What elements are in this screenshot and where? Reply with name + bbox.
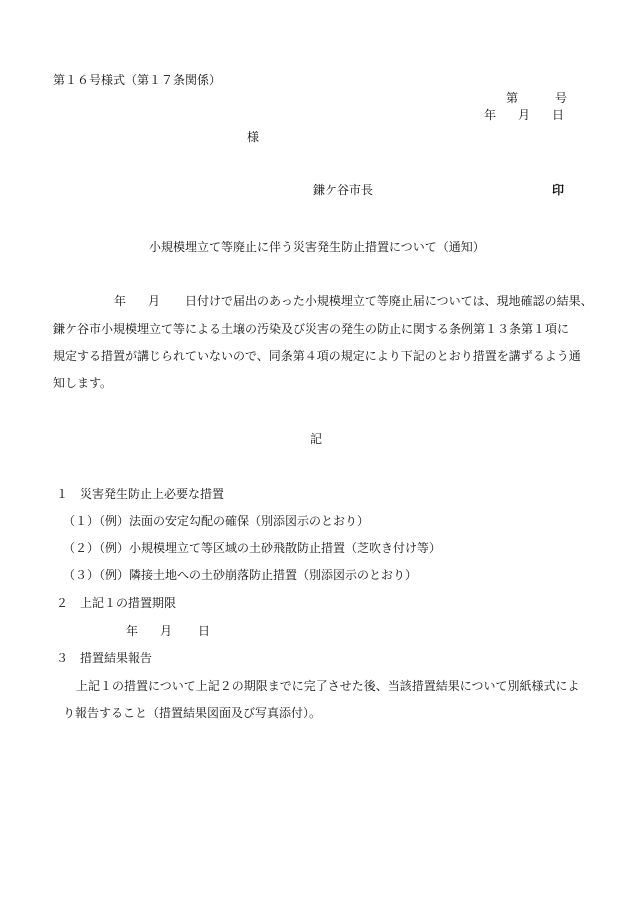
section-1-item-1: （１）（例）法面の安定勾配の確保（別添図示のとおり） xyxy=(63,514,370,528)
body-line-3: 規定する措置が講じられていないので、同条第４項の規定により下記のとおり措置を講ずるよう通 xyxy=(53,349,581,363)
addressee-suffix: 様 xyxy=(247,130,260,144)
body-line-1: 日付けで届出のあった小規模埋立て等廃止届については、現地確認の結果、 xyxy=(185,294,593,308)
header-date-year: 年 xyxy=(484,108,497,122)
section-1-title: １ 災害発生防止上必要な措置 xyxy=(56,487,225,501)
body-line-2: 鎌ケ谷市小規模埋立て等による土壌の汚染及び災害の発生の防止に関する条例第１３条第１項に xyxy=(53,322,570,336)
body-date-year: 年 xyxy=(114,294,127,308)
form-number: 第１６号様式（第１７条関係） xyxy=(53,73,222,87)
doc-number-prefix: 第 xyxy=(506,91,519,105)
header-date-day: 日 xyxy=(552,108,565,122)
body-date-month: 月 xyxy=(148,294,161,308)
ki-heading: 記 xyxy=(310,432,323,446)
section-3-title: ３ 措置結果報告 xyxy=(56,651,153,665)
document-title: 小規模埋立て等廃止に伴う災害発生防止措置について（通知） xyxy=(149,240,485,254)
doc-number-suffix: 号 xyxy=(555,91,568,105)
section-3-line-1: 上記１の措置について上記２の期限までに完了させた後、当該措置結果について別紙様式によ xyxy=(76,679,580,693)
section-2-month: 月 xyxy=(160,624,173,638)
section-1-item-2: （２）（例）小規模埋立て等区域の土砂飛散防止措置（芝吹き付け等） xyxy=(63,541,442,555)
body-line-4: 知します。 xyxy=(53,376,113,390)
section-2-year: 年 xyxy=(126,624,139,638)
section-2-day: 日 xyxy=(198,624,211,638)
issuer-name: 鎌ケ谷市長 xyxy=(313,183,374,197)
section-3-line-2: り報告すること（措置結果図面及び写真添付）。 xyxy=(63,706,322,720)
header-date-month: 月 xyxy=(518,108,531,122)
section-2-title: ２ 上記１の措置期限 xyxy=(56,596,177,610)
seal-mark: 印 xyxy=(552,183,565,197)
section-1-item-3: （３）（例）隣接土地への土砂崩落防止措置（別添図示のとおり） xyxy=(63,568,418,582)
